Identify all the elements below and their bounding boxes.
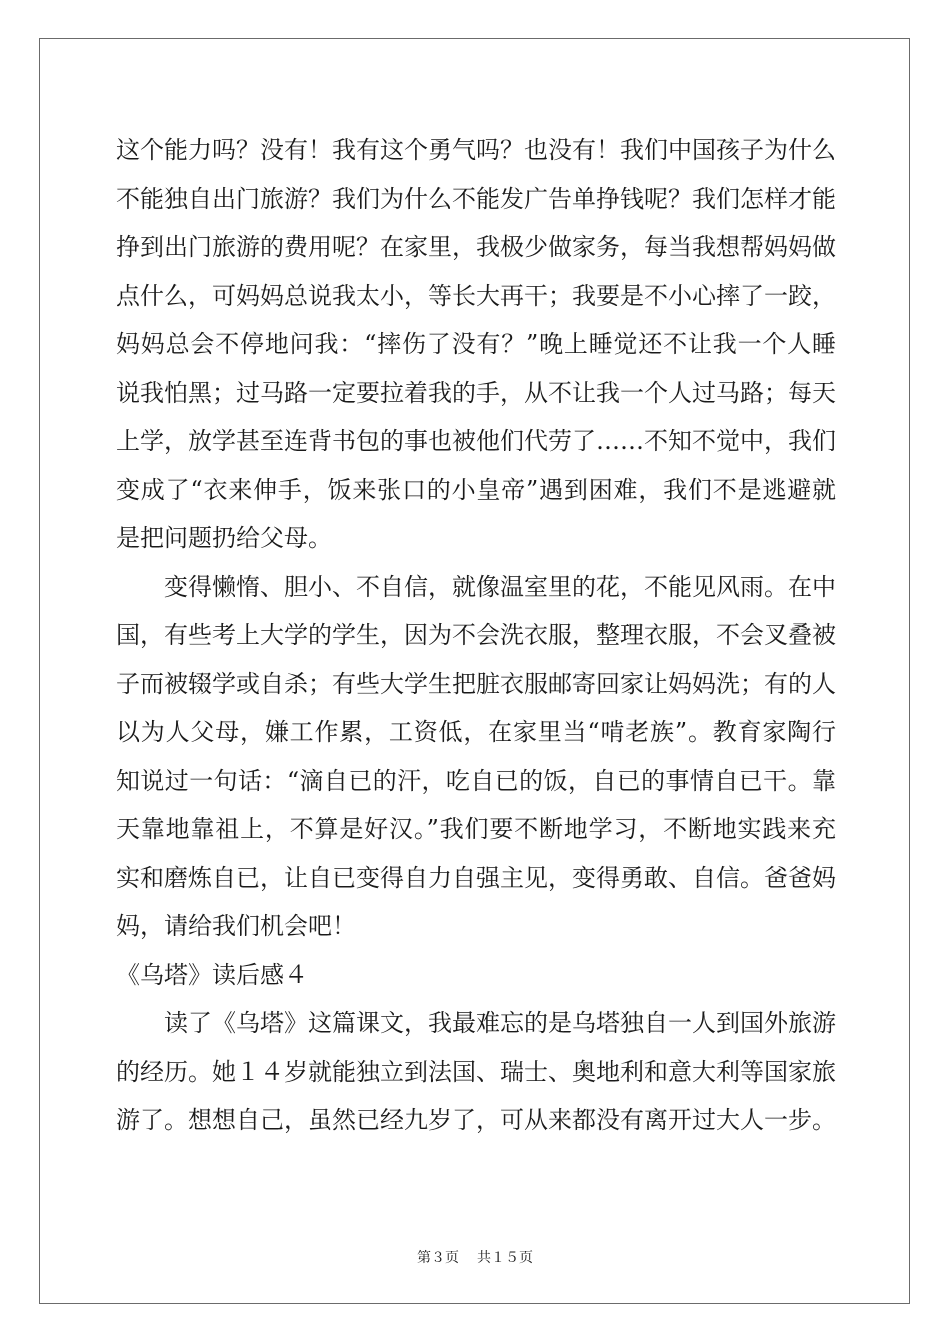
text-line: 说我怕黑；过马路一定要拉着我的手，从不让我一个人过马路；每天 — [116, 378, 836, 407]
text-line: 子而被辍学或自杀；有些大学生把脏衣服邮寄回家让妈妈洗；有的人 — [116, 669, 836, 698]
section-heading: 《乌塔》读后感４ — [116, 960, 308, 989]
text-line: 妈，请给我们机会吧！ — [116, 912, 356, 940]
text-line: 游了。想想自己，虽然已经九岁了，可从来都没有离开过大人一步。 — [116, 1106, 836, 1134]
text-line: 国，有些考上大学的学生，因为不会洗衣服，整理衣服，不会叉叠被 — [116, 621, 836, 649]
paragraph-first-line: 读了《乌塔》这篇课文，我最难忘的是乌塔独自一人到国外旅游 — [164, 1009, 836, 1037]
text-line: 的经历。她１４岁就能独立到法国、瑞士、奥地利和意大利等国家旅 — [116, 1057, 836, 1086]
text-line: 变成了“衣来伸手，饭来张口的小皇帝”遇到困难，我们不是逃避就 — [116, 475, 836, 504]
text-line: 实和磨炼自已，让自已变得自力自强主见，变得勇敢、自信。爸爸妈 — [116, 863, 836, 892]
text-line: 不能独自出门旅游？我们为什么不能发广告单挣钱呢？我们怎样才能 — [116, 184, 836, 213]
paragraph-first-line: 变得懒惰、胆小、不自信，就像温室里的花，不能见风雨。在中 — [164, 572, 836, 601]
text-line: 知说过一句话：“滴自已的汗，吃自已的饭，自已的事情自已干。靠 — [116, 766, 836, 795]
document-body — [116, 126, 836, 1145]
text-line: 挣到出门旅游的费用呢？在家里，我极少做家务，每当我想帮妈妈做 — [116, 233, 836, 261]
page-total: 共１５页 — [477, 1250, 533, 1266]
text-line: 天靠地靠祖上，不算是好汉。”我们要不断地学习，不断地实践来充 — [116, 815, 836, 843]
text-line: 是把问题扔给父母。 — [116, 524, 332, 552]
text-line: 妈妈总会不停地问我：“摔伤了没有？”晚上睡觉还不让我一个人睡 — [116, 330, 836, 358]
page-footer — [0, 1247, 950, 1267]
text-line: 上学，放学甚至连背书包的事也被他们代劳了……不知不觉中，我们 — [116, 427, 836, 455]
text-line: 这个能力吗？没有！我有这个勇气吗？也没有！我们中国孩子为什么 — [116, 136, 836, 164]
text-line: 点什么，可妈妈总说我太小，等长大再干；我要是不小心摔了一跤， — [116, 281, 836, 310]
text-line: 以为人父母，嫌工作累，工资低，在家里当“啃老族”。教育家陶行 — [116, 718, 836, 746]
page-number: 第３页 — [417, 1250, 459, 1266]
